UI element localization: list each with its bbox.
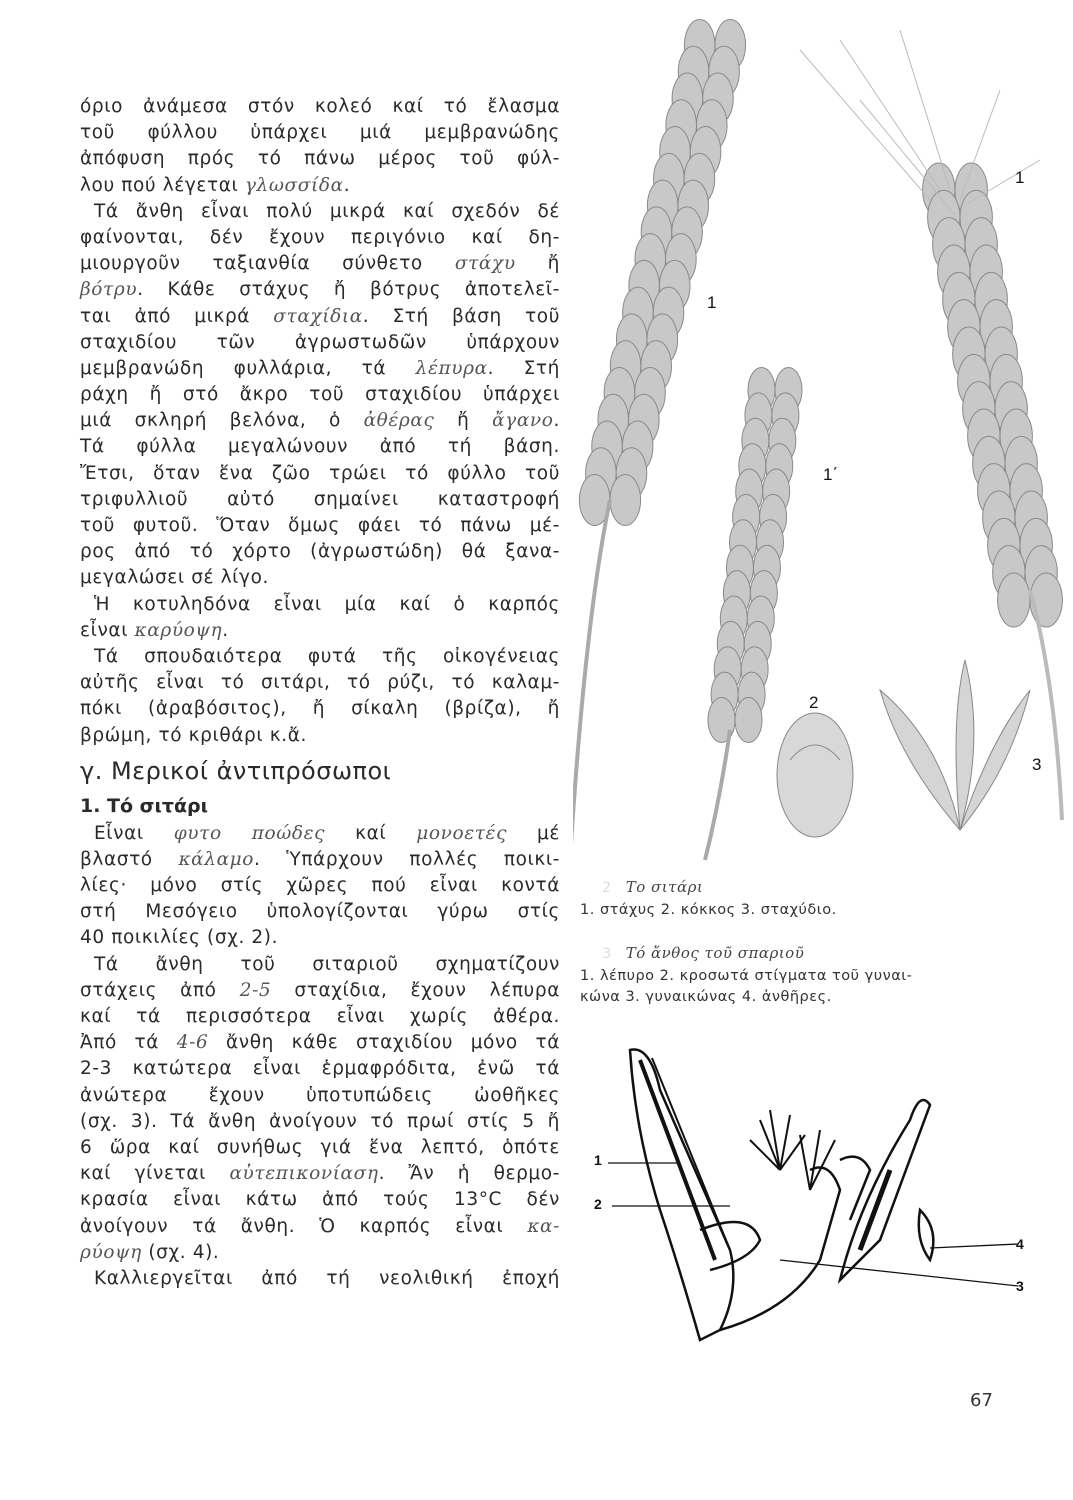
wheat-kernel — [610, 475, 641, 526]
grain — [777, 713, 853, 837]
wheat-paragraphs — [80, 821, 560, 1292]
text-run: ἀπόφυση πρός τό πάνω μέρος τοῦ φύλ- — [80, 148, 560, 170]
italic-term: κάλαμο — [178, 848, 255, 870]
italic-term: ἄγανο — [492, 410, 554, 432]
text-line — [80, 408, 560, 434]
subsection-heading: 1. Τό σιτάρι — [80, 794, 209, 817]
text-run: αὐτῆς εἶναι τό σιτάρι, τό ρύζι, τό καλαμ- — [80, 672, 560, 694]
section-heading: γ. Μερικοί ἀντιπρόσωποι — [80, 756, 392, 785]
intro-paragraphs — [80, 94, 560, 749]
text-run: (σχ. 3). Τά ἄνθη ἀνοίγουν τό πρωί στίς 5 ἤ — [80, 1110, 560, 1132]
figure-number: 3 — [602, 946, 612, 962]
text-run: . Στή — [487, 357, 560, 379]
text-line — [80, 723, 560, 749]
italic-term: κα- — [527, 1215, 560, 1237]
text-run: φαίνονται, δέν ἔχουν περιγόνιο καί δη- — [80, 226, 560, 248]
text-line — [80, 952, 560, 978]
text-run: μεγαλώσει σέ λίγο. — [80, 567, 269, 589]
text-run: 2-3 κατώτερα εἶναι ἑρμαφρόδιτα, ἐνῶ τά — [80, 1058, 560, 1080]
text-line — [80, 1161, 560, 1187]
text-line — [80, 356, 560, 382]
figure2-label-1b: 1 — [707, 293, 717, 312]
figure2-label-2: 2 — [809, 693, 819, 712]
text-run: ἀνοίγουν τά ἄνθη. Ὁ καρπός εἶναι — [80, 1215, 528, 1237]
text-run: εἶναι — [80, 619, 135, 641]
wheat-kernel — [998, 573, 1030, 627]
text-run: Καλλιεργεῖται ἀπό τή νεολιθική ἐποχή — [94, 1267, 560, 1289]
text-run: καί τά περισσότερα εἶναι χωρίς ἀθέρα. — [80, 1006, 560, 1027]
figure2-label-3: 3 — [1032, 755, 1042, 774]
text-line — [80, 847, 560, 873]
text-line — [80, 382, 560, 408]
text-run: . — [222, 619, 229, 641]
text-run: Τά φύλλα μεγαλώνουν ἀπό τή βάση. — [80, 436, 560, 458]
italic-term: μονοετές — [416, 822, 508, 844]
text-run: 6 ὥρα καί συνήθως γιά ἕνα λεπτό, ὁπότε — [80, 1136, 560, 1158]
text-line — [80, 199, 560, 225]
text-run: . Στή βάση τοῦ — [362, 305, 560, 327]
wheat-kernel — [1030, 573, 1062, 627]
text-run: ἀνώτερα ἔχουν ὑποτυπώδεις ὠοθῆκες — [80, 1084, 560, 1106]
italic-term: λέπυρα — [415, 357, 488, 379]
text-run: . Ἄν ἡ θερμο- — [378, 1163, 560, 1185]
text-run: ράχη ἤ στό ἄκρο τοῦ σταχιδίου ὑπάρχει — [80, 384, 560, 406]
text-line — [80, 1083, 560, 1109]
text-run: ἤ — [434, 410, 493, 432]
text-run: ται ἀπό μικρά — [80, 305, 274, 327]
italic-term: καρύοψη — [134, 619, 223, 641]
text-run: στάχεις ἀπό — [80, 979, 240, 1001]
text-line — [80, 592, 560, 618]
text-run: . Κάθε στάχυς ἤ βότρυς ἀποτελεῖ- — [137, 279, 560, 301]
figure2-label-1a: 1 — [1015, 168, 1025, 187]
text-run: πόκι (ἀραβόσιτος), ἤ σίκαλη (βρίζα), ἤ — [80, 698, 560, 720]
italic-term: 4-6 — [176, 1032, 209, 1054]
italic-term: ἀθέρας — [363, 410, 435, 432]
italic-term: βότρυ — [80, 279, 138, 301]
figure3-caption-text-2: κώνα 3. γυναικώνας 4. ἀνθῆρες. — [580, 989, 832, 1005]
italic-term: αὐτεπικονίαση — [229, 1163, 379, 1185]
text-run: σταχίδια, ἔχουν λέπυρα — [271, 979, 560, 1001]
text-line — [80, 1266, 560, 1292]
text-run: ρος ἀπό τό χόρτο (ἀγρωστώδη) θά ξανα- — [80, 541, 560, 563]
text-line — [80, 925, 560, 951]
text-line — [80, 225, 560, 251]
text-run: καί — [325, 822, 417, 844]
text-run: μιουργοῦν ταξιανθία σύνθετο — [80, 253, 455, 275]
wheat-kernel — [735, 698, 762, 743]
text-line — [80, 461, 560, 487]
italic-term: ρύοψη — [80, 1241, 142, 1263]
italic-term: γλωσσίδα — [244, 174, 344, 196]
text-run: σταχιδίου τῶν ἀγρωστωδῶν ὑπάρχουν — [80, 331, 560, 353]
text-run: λίες· μόνο στίς χῶρες πού εἶναι κοντά — [80, 875, 560, 897]
text-line — [80, 513, 560, 539]
figure2-label-1c: 1΄ — [823, 465, 839, 484]
text-line — [80, 487, 560, 513]
wheat-stem-1b — [705, 730, 730, 860]
text-line — [80, 618, 560, 644]
text-line — [80, 330, 560, 356]
text-run: βλαστό — [80, 848, 179, 870]
text-line — [80, 1109, 560, 1135]
text-line — [80, 251, 560, 277]
figure3-label-3: 3 — [1016, 1278, 1024, 1294]
text-run: Εἶναι — [94, 822, 174, 844]
text-line — [80, 873, 560, 899]
text-line — [80, 899, 560, 925]
text-run: Τά ἄνθη τοῦ σιταριοῦ σχηματίζουν — [94, 953, 560, 975]
text-line — [80, 304, 560, 330]
text-line — [80, 1056, 560, 1082]
text-line — [80, 173, 560, 199]
text-line — [80, 644, 560, 670]
italic-term: 2-5 — [239, 979, 272, 1001]
text-run: 40 ποικιλίες (σχ. 2). — [80, 927, 279, 949]
text-line — [80, 94, 560, 120]
text-run: . — [343, 174, 351, 196]
text-run: (σχ. 4). — [141, 1241, 220, 1263]
italic-term: σταχίδια — [273, 305, 363, 327]
text-run: Τά ἄνθη εἶναι πολύ μικρά καί σχεδόν δέ — [94, 200, 560, 222]
awns — [800, 30, 1040, 215]
text-run: μεμβρανώδη φυλλάρια, τά — [80, 357, 416, 379]
text-run: τοῦ φύλλου ὑπάρχει μιά μεμβρανώδης — [80, 122, 560, 144]
text-run: ἤ — [515, 253, 560, 275]
text-line — [80, 1240, 560, 1266]
text-line — [80, 1214, 560, 1240]
caption-title: Το σιτάρι — [625, 878, 704, 896]
figure3-caption-title — [602, 944, 804, 962]
text-run: λου πού λέγεται — [80, 174, 245, 196]
wheat-illustration — [573, 0, 1073, 880]
text-run: ἄνθη κάθε σταχιδίου μόνο τά — [208, 1032, 561, 1054]
text-line — [80, 565, 560, 591]
text-line — [80, 277, 560, 303]
text-line — [80, 1187, 560, 1213]
text-line — [80, 670, 560, 696]
text-run: στή Μεσόγειο ὑπολογίζονται γύρω στίς — [80, 901, 560, 923]
figure2-caption-text: 1. στάχυς 2. κόκκος 3. σταχύδιο. — [580, 902, 837, 918]
page-number: 67 — [970, 1390, 993, 1411]
text-run: τοῦ φυτοῦ. Ὅταν ὅμως φάει τό πάνω μέ- — [80, 515, 560, 536]
text-run: όριο ἀνάμεσα στόν κολεό καί τό ἔλασμα — [80, 96, 560, 117]
text-line — [80, 539, 560, 565]
figure3-label-2: 2 — [594, 1196, 602, 1212]
text-line — [80, 1135, 560, 1161]
figure-number: 2 — [602, 880, 612, 896]
text-run: μέ — [507, 822, 561, 844]
text-line — [80, 821, 560, 847]
text-run: καί γίνεται — [80, 1163, 230, 1185]
text-run: Ἀπό τά — [80, 1032, 177, 1054]
text-run: . — [553, 410, 560, 432]
text-run: τριφυλλιοῦ αὐτό σημαίνει καταστροφή — [80, 488, 560, 510]
text-line — [80, 978, 560, 1004]
figure3-label-4: 4 — [1016, 1236, 1024, 1252]
italic-term: φυτο ποώδες — [173, 822, 326, 844]
figure3-caption-text-1: 1. λέπυρο 2. κροσωτά στίγματα τοῦ γυναι- — [580, 968, 913, 984]
text-run: Ἡ κοτυληδόνα εἶναι μία καί ὁ καρπός — [94, 593, 560, 615]
text-run: μιά σκληρή βελόνα, ὁ — [80, 410, 364, 432]
figure3-label-1: 1 — [594, 1152, 602, 1168]
flower-diagram — [590, 1030, 1030, 1360]
text-run: κρασία εἶναι κάτω ἀπό τούς 13°C δέν — [80, 1189, 560, 1211]
text-column — [80, 94, 560, 1292]
caption-title: Τό ἄνθος τοῦ σπαριοῦ — [625, 944, 805, 962]
text-line — [80, 696, 560, 722]
text-line — [80, 120, 560, 146]
text-run: . Ὑπάρχουν πολλές ποικι- — [254, 848, 560, 870]
spikelet — [880, 660, 1030, 830]
text-run: Ἔτσι, ὅταν ἕνα ζῶο τρώει τό φύλλο τοῦ — [80, 462, 560, 484]
text-run: βρώμη, τό κριθάρι κ.ἄ. — [80, 724, 307, 746]
text-run: Τά σπουδαιότερα φυτά τῆς οἰκογένειας — [94, 645, 560, 667]
feathery-stigmas — [750, 1110, 835, 1190]
wheat-stem-1 — [573, 500, 610, 860]
text-line — [80, 434, 560, 460]
figure2-caption-title — [602, 878, 703, 896]
text-line — [80, 146, 560, 172]
text-line — [80, 1004, 560, 1030]
italic-term: στάχυ — [454, 253, 516, 275]
text-line — [80, 1030, 560, 1056]
